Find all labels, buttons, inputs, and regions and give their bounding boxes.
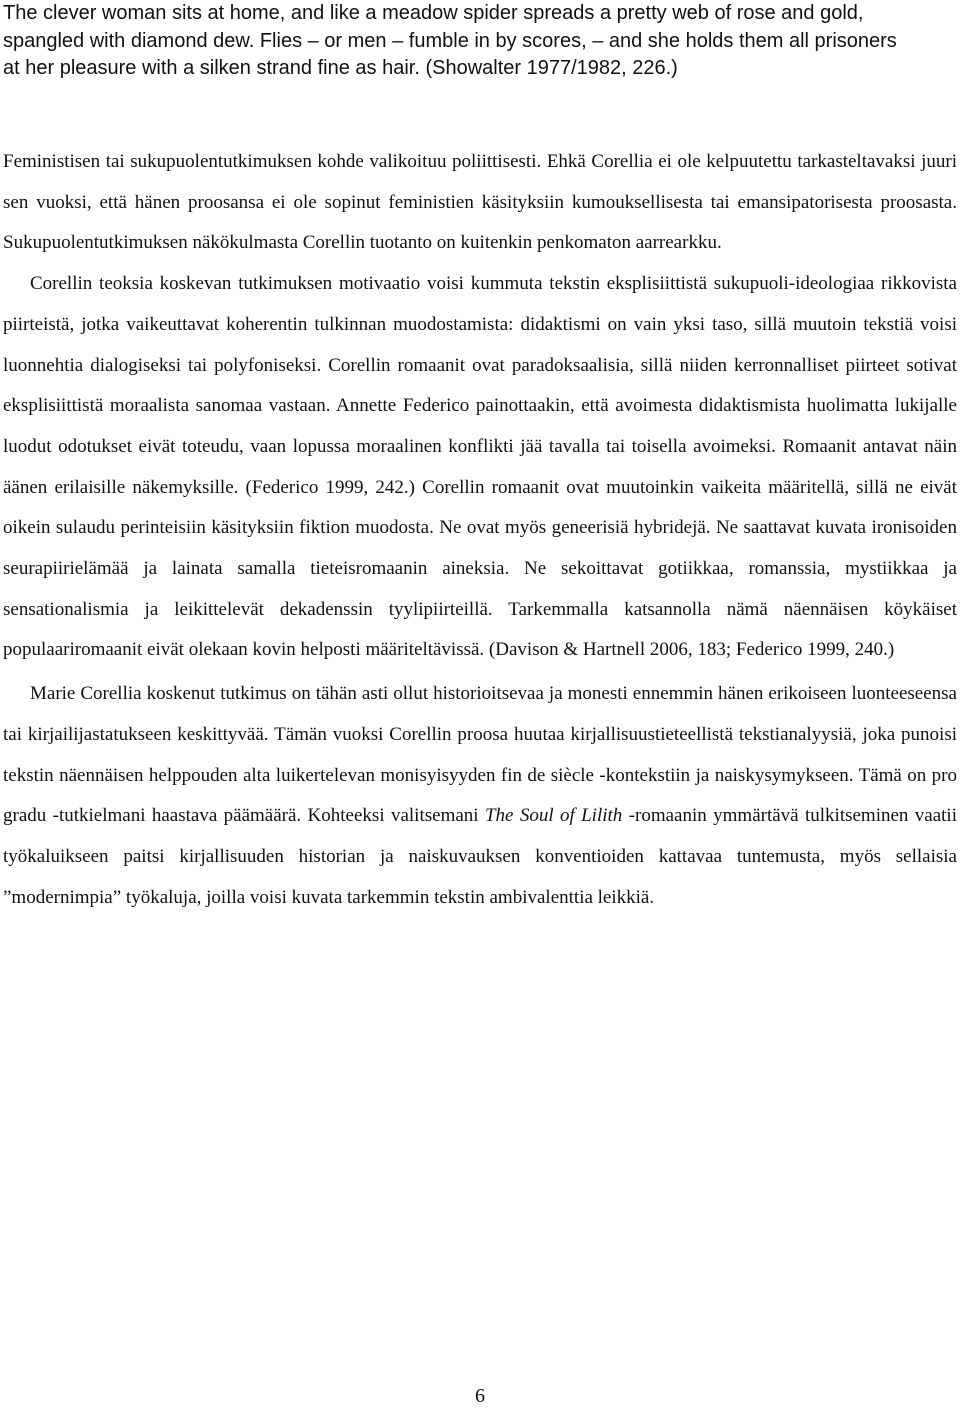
book-title: The Soul of Lilith [484, 805, 623, 827]
paragraph-1: Feministisen tai sukupuolentutkimuksen kohde valikoituu poliittisesti. Ehkä Corellia ei ole kelpuutettu tarkasteltavaksi juuri sen vuoksi, että hänen proosansa ei ole sopinut feministien käsityksiin kumouksellisesta tai emansipatorisesta proosasta. Sukupuolentutkimuksen näkökulmasta Corellin tuotanto on kuitenkin penkomaton aarrearkku. [3, 151, 957, 254]
paragraph-3-text-after: -romaanin ymmärtävä tulkitseminen vaatii työkaluikseen paitsi kirjallisuuden historian ja naiskuvauksen konventioiden kattavaa tuntemusta, myös sellaisia ”modernimpia” työkaluja, joilla voisi kuvata tarkemmin tekstin ambivalenttia leikkiä. [3, 805, 957, 908]
paragraph-3-text-before: Marie Corellia koskenut tutkimus on tähän asti ollut historioitsevaa ja monesti ennemmin hänen erikoiseen luonteeseensa tai kirjailijastatukseen keskittyvää. Tämän vuoksi Corellin proosa huutaa kirjallisuustieteellistä tekstianalyysiä, joka punoisi tekstin näennäisen helppouden alta luikertelevan monisyisyyden fin de siècle -kontekstiin ja naiskysymykseen. Tämä on pro gradu -tutkielmani haastava päämäärä. Kohteeksi valitsemani [3, 683, 957, 827]
body-text [3, 142, 957, 918]
paragraph-2: Corellin teoksia koskevan tutkimuksen motivaatio voisi kummuta tekstin eksplisiittistä sukupuoli-ideologiaa rikkovista piirteistä, jotka vaikeuttavat koherentin tulkinnan muodostamista: didaktismi on vain yksi taso, sillä muutoin tekstiä voisi luonnehtia dialogiseksi tai polyfoniseksi. Corellin romaanit ovat paradoksaalisia, sillä niiden kerronnalliset piirteet sotivat eksplisiittistä moraalista sanomaa vastaan. Annette Federico painottaakin, että avoimesta didaktismista huolimatta lukijalle luodut odotukset eivät toteudu, vaan lopussa moraalinen konflikti jää tavalla tai toisella avoimeksi. Romaanit antavat näin äänen erilaisille näkemyksille. (Federico 1999, 242.) Corellin romaanit ovat muutoinkin vaikeita määritellä, sillä ne eivät oikein sulaudu perinteisiin käsityksiin fiktion muodosta. Ne ovat myös geneerisiä hybridejä. Ne saattavat kuvata ironisoiden seurapiirielämää ja lainata samalla tieteisromaanin aineksia. Ne sekoittavat gotiikkaa, romanssia, mystiikkaa ja sensationalismia ja leikittelevät dekadenssin tyylipiirteillä. Tarkemmalla katsannolla nämä näennäisen köykäiset populaariromaanit eivät olekaan kovin helposti määriteltävissä. (Davison & Hartnell 2006, 183; Federico 1999, 240.) [3, 273, 957, 661]
paragraph-3 [3, 674, 957, 918]
page-number: 6 [475, 1385, 485, 1407]
block-quote: The clever woman sits at home, and like a meadow spider spreads a pretty web of rose and gold, spangled with diamond dew. Flies – or men – fumble in by scores, – and she holds them all prisoners at her pleasure with a silken strand fine as hair. (Showalter 1977/1982, 226.) [3, 2, 897, 79]
